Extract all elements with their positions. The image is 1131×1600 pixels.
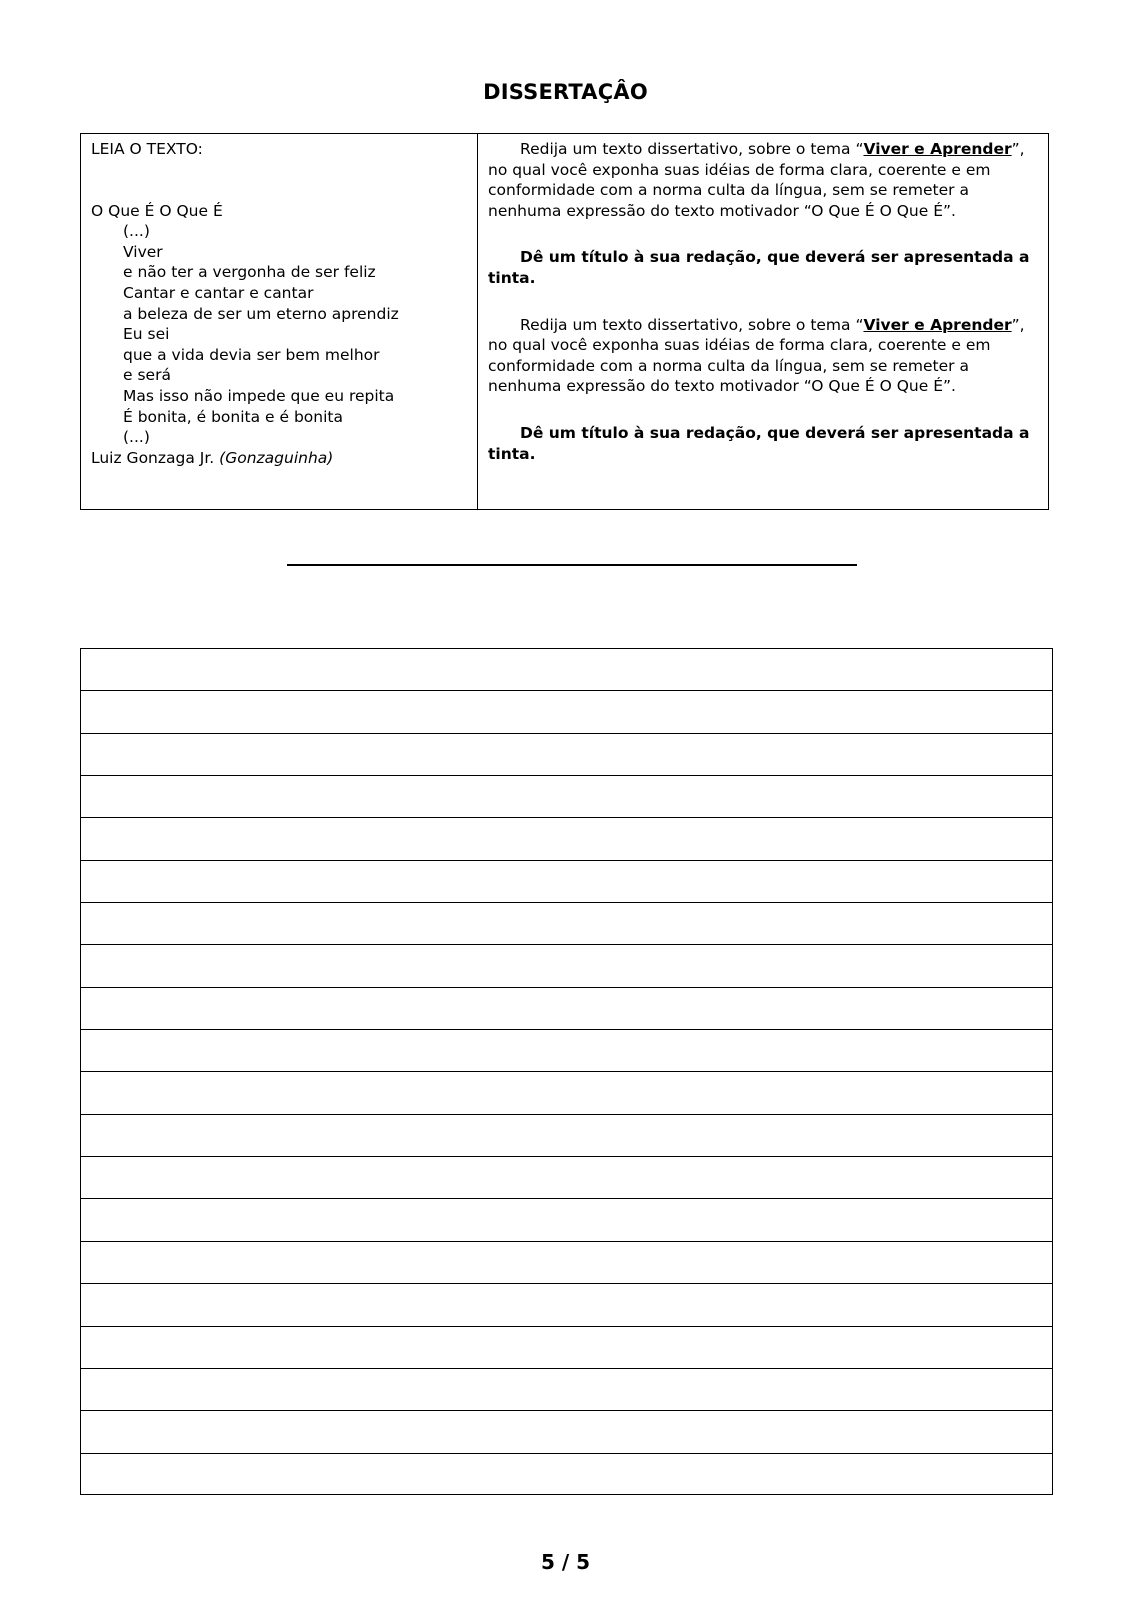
- writing-line[interactable]: [81, 1157, 1052, 1199]
- prompt-post: ”, no qual você exponha suas idéias de forma clara, coerente e em conformidade com a norma culta da língua, sem se remeter a nenhuma expressão do texto motivador “O Que É O Que É”.: [488, 140, 1025, 220]
- writing-line[interactable]: [81, 1369, 1052, 1411]
- writing-line[interactable]: [81, 1327, 1052, 1369]
- page-title: DISSERTAÇÂO: [483, 80, 648, 104]
- prompt-post: ”, no qual você exponha suas idéias de forma clara, coerente e em conformidade com a norma culta da língua, sem se remeter a nenhuma expressão do texto motivador “O Que É O Que É”.: [488, 315, 1025, 396]
- writing-line[interactable]: [81, 988, 1052, 1030]
- writing-line[interactable]: [81, 1199, 1052, 1241]
- page-number: 5 / 5: [540, 1550, 591, 1574]
- verse-line: a beleza de ser um eterno aprendiz: [123, 304, 399, 323]
- writing-lines[interactable]: [80, 648, 1053, 1495]
- writing-line[interactable]: [81, 734, 1052, 776]
- instructions-column: [478, 134, 1048, 509]
- verse-line: Viver: [123, 242, 163, 261]
- prompt-box: [80, 133, 1049, 510]
- verse-line: e não ter a vergonha de ser feliz: [123, 263, 376, 282]
- writing-line[interactable]: [81, 1242, 1052, 1284]
- verse-line: Mas isso não impede que eu repita: [123, 386, 395, 405]
- writing-line[interactable]: [81, 945, 1052, 987]
- writing-line[interactable]: [81, 1115, 1052, 1157]
- essay-title-line[interactable]: [287, 564, 857, 566]
- prompt-theme: Viver e Aprender: [863, 315, 1012, 334]
- poem-verses: [91, 221, 467, 448]
- writing-line[interactable]: [81, 1454, 1052, 1496]
- prompt-theme: Viver e Aprender: [863, 140, 1012, 158]
- writing-line[interactable]: [81, 1030, 1052, 1072]
- title-instruction-repeat: Dê um título à sua redação, que deverá ser apresentada a tinta.: [488, 423, 1030, 463]
- prompt-pre: Redija um texto dissertativo, sobre o tema “: [520, 315, 864, 334]
- verse-line: (...): [123, 428, 150, 447]
- writing-line[interactable]: [81, 649, 1052, 691]
- writing-line[interactable]: [81, 1284, 1052, 1326]
- title-instruction: Dê um título à sua redação, que deverá ser apresentada a tinta.: [488, 248, 1030, 287]
- author-alias: (Gonzaguinha): [219, 448, 334, 467]
- essay-prompt-repeat: [488, 315, 1038, 397]
- writing-line[interactable]: [81, 818, 1052, 860]
- writing-line[interactable]: [81, 776, 1052, 818]
- essay-prompt: [488, 139, 1038, 221]
- writing-line[interactable]: [81, 691, 1052, 733]
- verse-line: que a vida devia ser bem melhor: [123, 345, 380, 364]
- prompt-pre: Redija um texto dissertativo, sobre o tema “: [520, 140, 864, 158]
- verse-line: É bonita, é bonita e é bonita: [123, 407, 343, 426]
- verse-line: Cantar e cantar e cantar: [123, 283, 314, 302]
- reading-heading: LEIA O TEXTO:: [91, 140, 203, 158]
- poem-author: [91, 448, 467, 469]
- writing-line[interactable]: [81, 1072, 1052, 1114]
- writing-line[interactable]: [81, 1411, 1052, 1453]
- writing-line[interactable]: [81, 903, 1052, 945]
- verse-line: e será: [123, 366, 171, 385]
- reading-text-column: [81, 134, 478, 509]
- writing-line[interactable]: [81, 861, 1052, 903]
- author-name: Luiz Gonzaga Jr.: [91, 448, 215, 467]
- poem-title: O Que É O Que É: [91, 201, 223, 220]
- verse-line: Eu sei: [123, 325, 170, 344]
- verse-line: (...): [123, 222, 150, 241]
